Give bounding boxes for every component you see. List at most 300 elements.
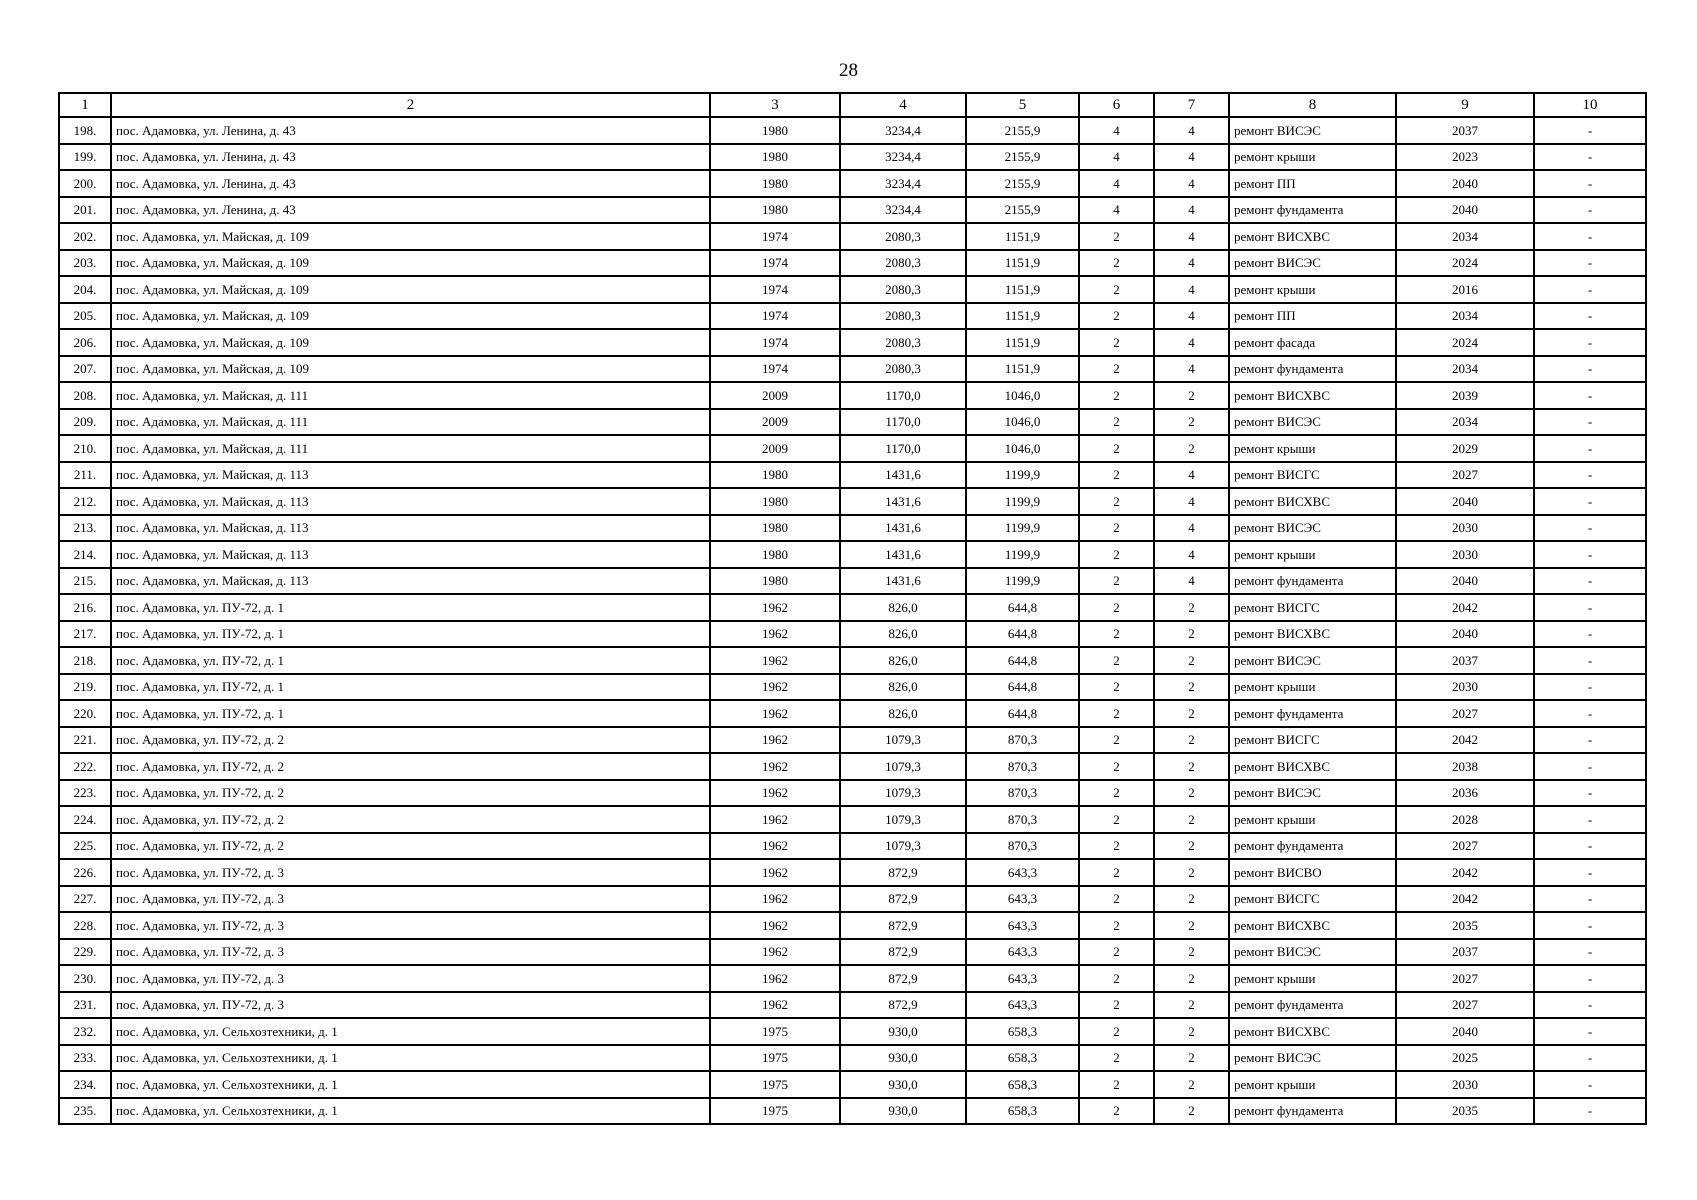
floors-cell: 2 (1079, 727, 1154, 754)
row-number-cell: 223. (59, 780, 111, 807)
row-number-cell: 228. (59, 912, 111, 939)
entrances-cell: 2 (1154, 674, 1229, 701)
address-cell: пос. Адамовка, ул. ПУ-72, д. 3 (111, 965, 710, 992)
address-cell: пос. Адамовка, ул. Майская, д. 109 (111, 223, 710, 250)
floors-cell: 2 (1079, 780, 1154, 807)
planned-year-cell: 2040 (1396, 170, 1534, 197)
table-row (59, 276, 1646, 303)
living-area-cell: 643,3 (966, 886, 1079, 913)
note-cell: - (1534, 462, 1646, 489)
floors-cell: 2 (1079, 435, 1154, 462)
row-number-cell: 218. (59, 647, 111, 674)
year-cell: 1962 (710, 833, 840, 860)
planned-year-cell: 2040 (1396, 488, 1534, 515)
living-area-cell: 658,3 (966, 1098, 1079, 1125)
floors-cell: 2 (1079, 965, 1154, 992)
living-area-cell: 1151,9 (966, 223, 1079, 250)
address-cell: пос. Адамовка, ул. Майская, д. 109 (111, 329, 710, 356)
work-type-cell: ремонт ПП (1229, 303, 1396, 330)
row-number-cell: 209. (59, 409, 111, 436)
col-header-8: 8 (1229, 93, 1396, 117)
year-cell: 1962 (710, 965, 840, 992)
row-number-cell: 229. (59, 939, 111, 966)
living-area-cell: 870,3 (966, 806, 1079, 833)
total-area-cell: 1079,3 (840, 727, 966, 754)
total-area-cell: 1079,3 (840, 780, 966, 807)
entrances-cell: 2 (1154, 594, 1229, 621)
address-cell: пос. Адамовка, ул. Майская, д. 113 (111, 488, 710, 515)
work-type-cell: ремонт ВИСХВС (1229, 912, 1396, 939)
table-row (59, 1071, 1646, 1098)
row-number-cell: 211. (59, 462, 111, 489)
planned-year-cell: 2035 (1396, 1098, 1534, 1125)
note-cell: - (1534, 1018, 1646, 1045)
planned-year-cell: 2023 (1396, 144, 1534, 171)
col-header-10: 10 (1534, 93, 1646, 117)
table-row (59, 621, 1646, 648)
work-type-cell: ремонт крыши (1229, 276, 1396, 303)
address-cell: пос. Адамовка, ул. Ленина, д. 43 (111, 144, 710, 171)
note-cell: - (1534, 621, 1646, 648)
living-area-cell: 2155,9 (966, 197, 1079, 224)
entrances-cell: 4 (1154, 568, 1229, 595)
col-header-6: 6 (1079, 93, 1154, 117)
row-number-cell: 199. (59, 144, 111, 171)
total-area-cell: 1079,3 (840, 806, 966, 833)
note-cell: - (1534, 674, 1646, 701)
planned-year-cell: 2040 (1396, 621, 1534, 648)
work-type-cell: ремонт ВИСЭС (1229, 117, 1396, 144)
work-type-cell: ремонт ВИСГС (1229, 462, 1396, 489)
year-cell: 1962 (710, 912, 840, 939)
work-type-cell: ремонт ВИСГС (1229, 727, 1396, 754)
address-cell: пос. Адамовка, ул. ПУ-72, д. 2 (111, 753, 710, 780)
year-cell: 1962 (710, 992, 840, 1019)
year-cell: 1962 (710, 859, 840, 886)
year-cell: 1962 (710, 753, 840, 780)
table-row (59, 833, 1646, 860)
living-area-cell: 1199,9 (966, 515, 1079, 542)
living-area-cell: 1046,0 (966, 435, 1079, 462)
floors-cell: 2 (1079, 939, 1154, 966)
living-area-cell: 643,3 (966, 939, 1079, 966)
row-number-cell: 198. (59, 117, 111, 144)
living-area-cell: 1046,0 (966, 409, 1079, 436)
entrances-cell: 2 (1154, 753, 1229, 780)
note-cell: - (1534, 356, 1646, 383)
entrances-cell: 2 (1154, 382, 1229, 409)
note-cell: - (1534, 806, 1646, 833)
living-area-cell: 658,3 (966, 1071, 1079, 1098)
table-row (59, 382, 1646, 409)
work-type-cell: ремонт ВИСЭС (1229, 647, 1396, 674)
note-cell: - (1534, 515, 1646, 542)
total-area-cell: 2080,3 (840, 250, 966, 277)
living-area-cell: 2155,9 (966, 117, 1079, 144)
note-cell: - (1534, 409, 1646, 436)
floors-cell: 2 (1079, 992, 1154, 1019)
table-row (59, 488, 1646, 515)
floors-cell: 2 (1079, 568, 1154, 595)
note-cell: - (1534, 647, 1646, 674)
total-area-cell: 2080,3 (840, 356, 966, 383)
address-cell: пос. Адамовка, ул. ПУ-72, д. 2 (111, 727, 710, 754)
row-number-cell: 207. (59, 356, 111, 383)
row-number-cell: 234. (59, 1071, 111, 1098)
planned-year-cell: 2034 (1396, 356, 1534, 383)
year-cell: 1980 (710, 488, 840, 515)
address-cell: пос. Адамовка, ул. ПУ-72, д. 1 (111, 647, 710, 674)
total-area-cell: 2080,3 (840, 303, 966, 330)
row-number-cell: 220. (59, 700, 111, 727)
address-cell: пос. Адамовка, ул. Майская, д. 113 (111, 541, 710, 568)
total-area-cell: 930,0 (840, 1098, 966, 1125)
address-cell: пос. Адамовка, ул. Майская, д. 113 (111, 568, 710, 595)
work-type-cell: ремонт ВИСГС (1229, 886, 1396, 913)
planned-year-cell: 2040 (1396, 1018, 1534, 1045)
row-number-cell: 226. (59, 859, 111, 886)
living-area-cell: 2155,9 (966, 144, 1079, 171)
planned-year-cell: 2030 (1396, 515, 1534, 542)
year-cell: 2009 (710, 382, 840, 409)
entrances-cell: 2 (1154, 700, 1229, 727)
entrances-cell: 2 (1154, 1045, 1229, 1072)
floors-cell: 2 (1079, 886, 1154, 913)
entrances-cell: 4 (1154, 515, 1229, 542)
row-number-cell: 206. (59, 329, 111, 356)
entrances-cell: 4 (1154, 462, 1229, 489)
table-row (59, 992, 1646, 1019)
floors-cell: 2 (1079, 515, 1154, 542)
total-area-cell: 1431,6 (840, 515, 966, 542)
year-cell: 2009 (710, 409, 840, 436)
col-header-9: 9 (1396, 93, 1534, 117)
row-number-cell: 215. (59, 568, 111, 595)
year-cell: 1980 (710, 170, 840, 197)
row-number-cell: 210. (59, 435, 111, 462)
floors-cell: 2 (1079, 541, 1154, 568)
planned-year-cell: 2030 (1396, 674, 1534, 701)
total-area-cell: 1431,6 (840, 488, 966, 515)
work-type-cell: ремонт ВИСЭС (1229, 780, 1396, 807)
floors-cell: 2 (1079, 1071, 1154, 1098)
work-type-cell: ремонт ВИСГС (1229, 594, 1396, 621)
table-row (59, 250, 1646, 277)
table-row (59, 515, 1646, 542)
address-cell: пос. Адамовка, ул. ПУ-72, д. 3 (111, 912, 710, 939)
total-area-cell: 1431,6 (840, 568, 966, 595)
work-type-cell: ремонт ВИСЭС (1229, 515, 1396, 542)
planned-year-cell: 2024 (1396, 329, 1534, 356)
total-area-cell: 872,9 (840, 912, 966, 939)
floors-cell: 2 (1079, 806, 1154, 833)
note-cell: - (1534, 276, 1646, 303)
row-number-cell: 203. (59, 250, 111, 277)
living-area-cell: 643,3 (966, 992, 1079, 1019)
entrances-cell: 4 (1154, 276, 1229, 303)
row-number-cell: 204. (59, 276, 111, 303)
living-area-cell: 643,3 (966, 859, 1079, 886)
planned-year-cell: 2024 (1396, 250, 1534, 277)
living-area-cell: 658,3 (966, 1018, 1079, 1045)
entrances-cell: 2 (1154, 939, 1229, 966)
table-row (59, 965, 1646, 992)
row-number-cell: 208. (59, 382, 111, 409)
work-type-cell: ремонт фасада (1229, 329, 1396, 356)
row-number-cell: 230. (59, 965, 111, 992)
note-cell: - (1534, 833, 1646, 860)
col-header-2: 2 (111, 93, 710, 117)
address-cell: пос. Адамовка, ул. ПУ-72, д. 1 (111, 621, 710, 648)
planned-year-cell: 2037 (1396, 117, 1534, 144)
repair-schedule-table (58, 92, 1647, 1125)
address-cell: пос. Адамовка, ул. ПУ-72, д. 1 (111, 594, 710, 621)
planned-year-cell: 2038 (1396, 753, 1534, 780)
living-area-cell: 1199,9 (966, 541, 1079, 568)
table-row (59, 886, 1646, 913)
table-row (59, 541, 1646, 568)
work-type-cell: ремонт фундамента (1229, 833, 1396, 860)
floors-cell: 4 (1079, 117, 1154, 144)
year-cell: 1980 (710, 462, 840, 489)
work-type-cell: ремонт крыши (1229, 806, 1396, 833)
year-cell: 1962 (710, 594, 840, 621)
address-cell: пос. Адамовка, ул. Ленина, д. 43 (111, 170, 710, 197)
planned-year-cell: 2027 (1396, 462, 1534, 489)
year-cell: 1980 (710, 117, 840, 144)
year-cell: 1962 (710, 780, 840, 807)
planned-year-cell: 2035 (1396, 912, 1534, 939)
floors-cell: 2 (1079, 1098, 1154, 1125)
living-area-cell: 870,3 (966, 833, 1079, 860)
living-area-cell: 643,3 (966, 912, 1079, 939)
row-number-cell: 219. (59, 674, 111, 701)
total-area-cell: 930,0 (840, 1071, 966, 1098)
note-cell: - (1534, 488, 1646, 515)
planned-year-cell: 2027 (1396, 833, 1534, 860)
address-cell: пос. Адамовка, ул. Сельхозтехники, д. 1 (111, 1018, 710, 1045)
row-number-cell: 222. (59, 753, 111, 780)
total-area-cell: 872,9 (840, 939, 966, 966)
floors-cell: 2 (1079, 409, 1154, 436)
entrances-cell: 2 (1154, 647, 1229, 674)
year-cell: 1974 (710, 356, 840, 383)
floors-cell: 2 (1079, 859, 1154, 886)
note-cell: - (1534, 912, 1646, 939)
address-cell: пос. Адамовка, ул. ПУ-72, д. 3 (111, 886, 710, 913)
planned-year-cell: 2025 (1396, 1045, 1534, 1072)
planned-year-cell: 2040 (1396, 568, 1534, 595)
total-area-cell: 2080,3 (840, 276, 966, 303)
year-cell: 1962 (710, 939, 840, 966)
work-type-cell: ремонт фундамента (1229, 700, 1396, 727)
floors-cell: 4 (1079, 170, 1154, 197)
table-row (59, 1045, 1646, 1072)
work-type-cell: ремонт фундамента (1229, 1098, 1396, 1125)
floors-cell: 2 (1079, 250, 1154, 277)
table-row (59, 1018, 1646, 1045)
total-area-cell: 872,9 (840, 859, 966, 886)
address-cell: пос. Адамовка, ул. Майская, д. 111 (111, 382, 710, 409)
planned-year-cell: 2016 (1396, 276, 1534, 303)
table-row (59, 753, 1646, 780)
floors-cell: 2 (1079, 303, 1154, 330)
planned-year-cell: 2029 (1396, 435, 1534, 462)
address-cell: пос. Адамовка, ул. ПУ-72, д. 2 (111, 780, 710, 807)
living-area-cell: 1046,0 (966, 382, 1079, 409)
year-cell: 1974 (710, 329, 840, 356)
work-type-cell: ремонт ВИСЭС (1229, 250, 1396, 277)
entrances-cell: 2 (1154, 806, 1229, 833)
note-cell: - (1534, 541, 1646, 568)
floors-cell: 2 (1079, 647, 1154, 674)
note-cell: - (1534, 1045, 1646, 1072)
total-area-cell: 1170,0 (840, 435, 966, 462)
address-cell: пос. Адамовка, ул. Майская, д. 111 (111, 409, 710, 436)
year-cell: 1975 (710, 1045, 840, 1072)
living-area-cell: 643,3 (966, 965, 1079, 992)
year-cell: 1980 (710, 515, 840, 542)
entrances-cell: 2 (1154, 833, 1229, 860)
row-number-cell: 224. (59, 806, 111, 833)
entrances-cell: 4 (1154, 250, 1229, 277)
work-type-cell: ремонт ВИСХВС (1229, 488, 1396, 515)
planned-year-cell: 2028 (1396, 806, 1534, 833)
entrances-cell: 4 (1154, 303, 1229, 330)
address-cell: пос. Адамовка, ул. Майская, д. 109 (111, 356, 710, 383)
entrances-cell: 4 (1154, 170, 1229, 197)
living-area-cell: 1151,9 (966, 250, 1079, 277)
note-cell: - (1534, 117, 1646, 144)
year-cell: 1975 (710, 1071, 840, 1098)
entrances-cell: 2 (1154, 992, 1229, 1019)
year-cell: 1962 (710, 806, 840, 833)
note-cell: - (1534, 329, 1646, 356)
planned-year-cell: 2042 (1396, 727, 1534, 754)
entrances-cell: 4 (1154, 223, 1229, 250)
total-area-cell: 2080,3 (840, 329, 966, 356)
entrances-cell: 2 (1154, 1098, 1229, 1125)
total-area-cell: 1079,3 (840, 833, 966, 860)
living-area-cell: 644,8 (966, 621, 1079, 648)
col-header-1: 1 (59, 93, 111, 117)
year-cell: 1974 (710, 223, 840, 250)
col-header-5: 5 (966, 93, 1079, 117)
year-cell: 1980 (710, 568, 840, 595)
address-cell: пос. Адамовка, ул. Сельхозтехники, д. 1 (111, 1071, 710, 1098)
year-cell: 1974 (710, 250, 840, 277)
planned-year-cell: 2040 (1396, 197, 1534, 224)
total-area-cell: 2080,3 (840, 223, 966, 250)
row-number-cell: 233. (59, 1045, 111, 1072)
note-cell: - (1534, 753, 1646, 780)
floors-cell: 2 (1079, 912, 1154, 939)
floors-cell: 2 (1079, 462, 1154, 489)
table-row (59, 568, 1646, 595)
note-cell: - (1534, 1071, 1646, 1098)
work-type-cell: ремонт крыши (1229, 144, 1396, 171)
planned-year-cell: 2039 (1396, 382, 1534, 409)
total-area-cell: 1431,6 (840, 541, 966, 568)
page-number: 28 (839, 60, 858, 81)
table-body (59, 117, 1646, 1124)
floors-cell: 2 (1079, 329, 1154, 356)
table-row (59, 674, 1646, 701)
work-type-cell: ремонт ПП (1229, 170, 1396, 197)
total-area-cell: 826,0 (840, 594, 966, 621)
year-cell: 1980 (710, 197, 840, 224)
note-cell: - (1534, 250, 1646, 277)
floors-cell: 2 (1079, 700, 1154, 727)
planned-year-cell: 2042 (1396, 859, 1534, 886)
living-area-cell: 1199,9 (966, 568, 1079, 595)
note-cell: - (1534, 780, 1646, 807)
note-cell: - (1534, 197, 1646, 224)
living-area-cell: 1199,9 (966, 462, 1079, 489)
row-number-cell: 212. (59, 488, 111, 515)
year-cell: 1962 (710, 727, 840, 754)
work-type-cell: ремонт ВИСЭС (1229, 1045, 1396, 1072)
table-row (59, 223, 1646, 250)
entrances-cell: 2 (1154, 1018, 1229, 1045)
entrances-cell: 2 (1154, 912, 1229, 939)
floors-cell: 2 (1079, 753, 1154, 780)
planned-year-cell: 2036 (1396, 780, 1534, 807)
floors-cell: 2 (1079, 1045, 1154, 1072)
address-cell: пос. Адамовка, ул. Сельхозтехники, д. 1 (111, 1045, 710, 1072)
table-row (59, 1098, 1646, 1125)
total-area-cell: 826,0 (840, 674, 966, 701)
header-row (59, 93, 1646, 117)
work-type-cell: ремонт ВИСВО (1229, 859, 1396, 886)
row-number-cell: 216. (59, 594, 111, 621)
work-type-cell: ремонт крыши (1229, 1071, 1396, 1098)
entrances-cell: 2 (1154, 409, 1229, 436)
entrances-cell: 4 (1154, 117, 1229, 144)
total-area-cell: 1170,0 (840, 382, 966, 409)
row-number-cell: 200. (59, 170, 111, 197)
work-type-cell: ремонт ВИСЭС (1229, 939, 1396, 966)
note-cell: - (1534, 965, 1646, 992)
col-header-3: 3 (710, 93, 840, 117)
total-area-cell: 826,0 (840, 647, 966, 674)
year-cell: 1975 (710, 1098, 840, 1125)
address-cell: пос. Адамовка, ул. Ленина, д. 43 (111, 197, 710, 224)
row-number-cell: 205. (59, 303, 111, 330)
planned-year-cell: 2030 (1396, 1071, 1534, 1098)
table-row (59, 727, 1646, 754)
address-cell: пос. Адамовка, ул. Майская, д. 109 (111, 250, 710, 277)
note-cell: - (1534, 727, 1646, 754)
address-cell: пос. Адамовка, ул. Майская, д. 109 (111, 276, 710, 303)
floors-cell: 4 (1079, 197, 1154, 224)
year-cell: 1962 (710, 674, 840, 701)
work-type-cell: ремонт крыши (1229, 435, 1396, 462)
floors-cell: 2 (1079, 621, 1154, 648)
year-cell: 1962 (710, 886, 840, 913)
col-header-4: 4 (840, 93, 966, 117)
table-row (59, 806, 1646, 833)
address-cell: пос. Адамовка, ул. ПУ-72, д. 2 (111, 833, 710, 860)
table-row (59, 859, 1646, 886)
living-area-cell: 870,3 (966, 727, 1079, 754)
year-cell: 1980 (710, 541, 840, 568)
note-cell: - (1534, 382, 1646, 409)
planned-year-cell: 2037 (1396, 647, 1534, 674)
table-row (59, 780, 1646, 807)
living-area-cell: 1151,9 (966, 329, 1079, 356)
total-area-cell: 3234,4 (840, 170, 966, 197)
